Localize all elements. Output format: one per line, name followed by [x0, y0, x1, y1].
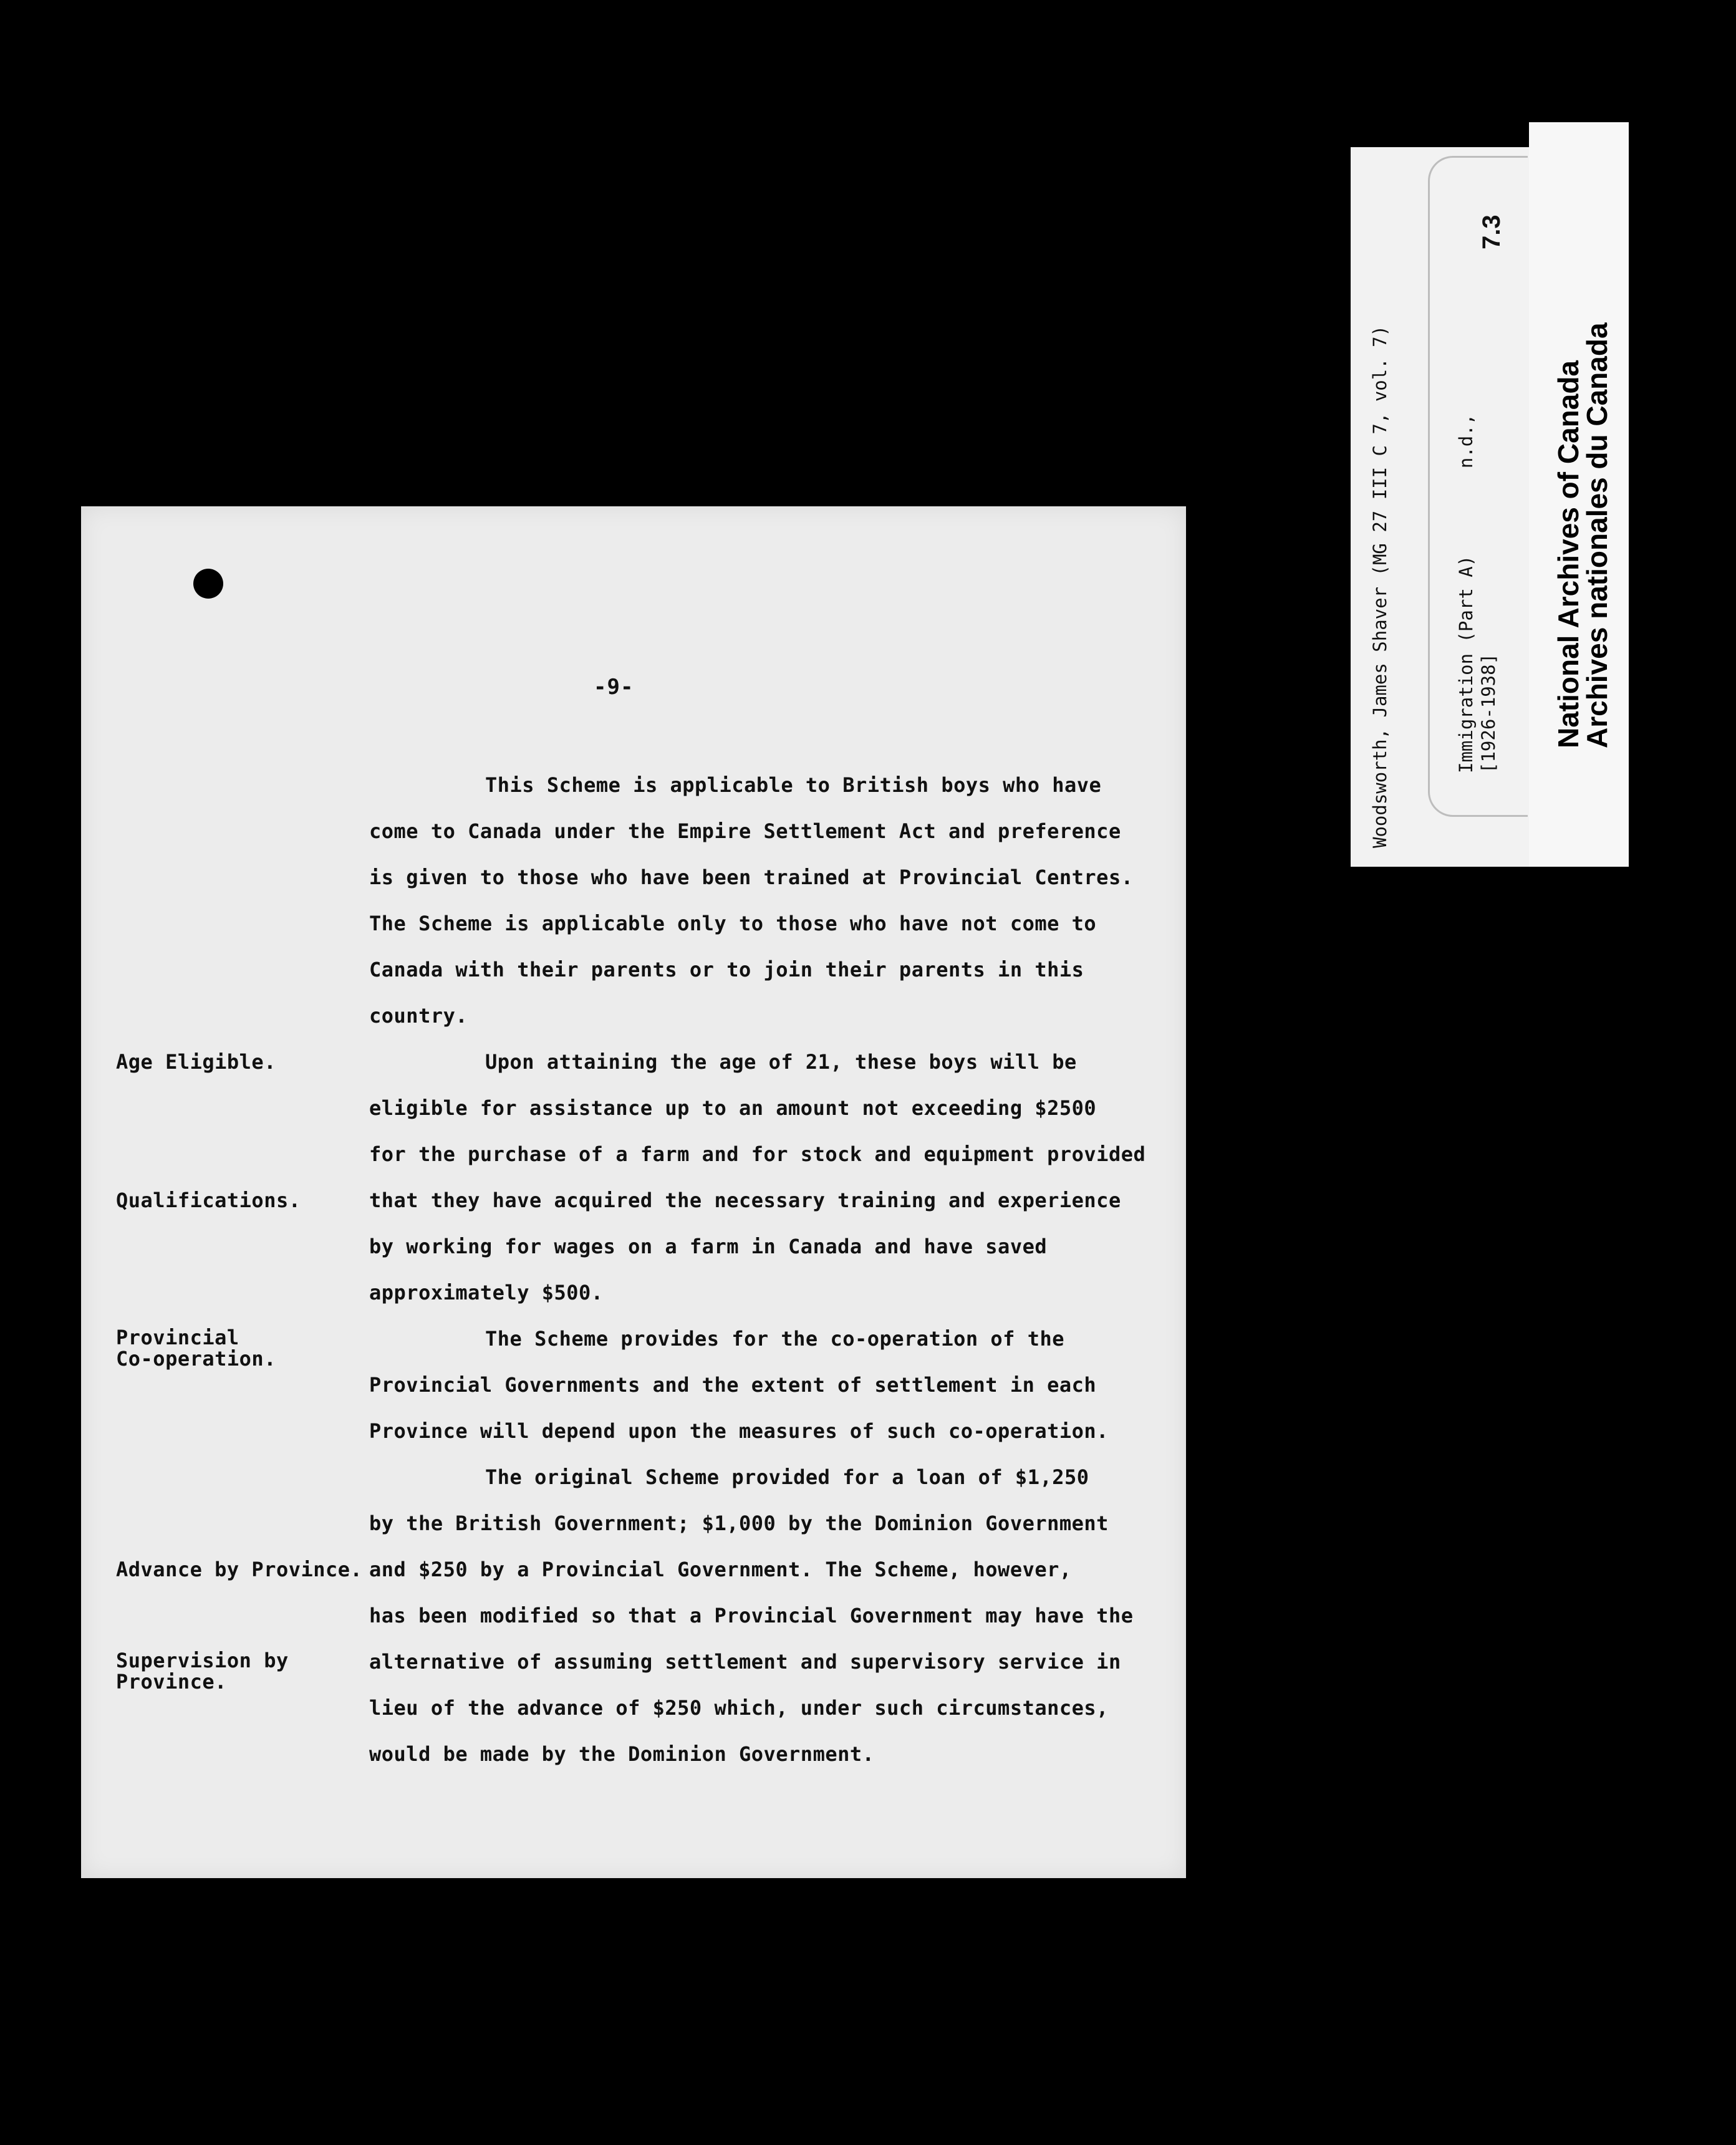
- body-line: The Scheme provides for the co-operation of the: [485, 1327, 1064, 1351]
- side-label-age-eligible: Age Eligible.: [116, 1050, 276, 1074]
- file-title: Immigration (Part A) n.d.,: [1455, 413, 1477, 773]
- body-line: approximately $500.: [369, 1281, 604, 1304]
- page-number: -9-: [594, 675, 634, 700]
- file-dates: [1926-1938]: [1478, 653, 1499, 773]
- side-label-advance-by-province: Advance by Province.: [116, 1558, 363, 1581]
- body-line: come to Canada under the Empire Settlement Act and preference: [369, 819, 1121, 843]
- body-line: is given to those who have been trained at Provincial Centres.: [369, 865, 1134, 889]
- body-line: for the purchase of a farm and for stock and equipment provided: [369, 1142, 1146, 1166]
- collection-reference: Woodsworth, James Shaver (MG 27 III C 7, vol. 7): [1369, 325, 1391, 848]
- file-number: 7.3: [1478, 214, 1505, 249]
- body-line: would be made by the Dominion Government.: [369, 1742, 875, 1766]
- body-line: and $250 by a Provincial Government. The Scheme, however,: [369, 1558, 1072, 1581]
- body-line: lieu of the advance of $250 which, under such circumstances,: [369, 1696, 1109, 1720]
- institution-name-fr: Archives nationales du Canada: [1581, 322, 1613, 748]
- body-line: Upon attaining the age of 21, these boys will be: [485, 1050, 1077, 1074]
- body-line: Canada with their parents or to join their parents in this: [369, 958, 1084, 981]
- side-label-qualifications: Qualifications.: [116, 1188, 301, 1212]
- document-page: [81, 506, 1186, 1878]
- body-line: has been modified so that a Provincial Government may have the: [369, 1604, 1134, 1627]
- body-line: by the British Government; $1,000 by the Dominion Government: [369, 1511, 1109, 1535]
- institution-name-en: National Archives of Canada: [1552, 360, 1584, 748]
- body-line: alternative of assuming settlement and supervisory service in: [369, 1650, 1121, 1674]
- body-line: Province will depend upon the measures of such co-operation.: [369, 1419, 1109, 1443]
- punch-hole: [193, 569, 223, 599]
- side-label-supervision-by-province: Supervision by Province.: [116, 1649, 289, 1694]
- side-label-provincial-cooperation: Provincial Co-operation.: [116, 1326, 276, 1371]
- body-line: This Scheme is applicable to British boys who have: [485, 773, 1102, 797]
- body-line: The Scheme is applicable only to those who have not come to: [369, 912, 1097, 935]
- body-line: by working for wages on a farm in Canada and have saved: [369, 1235, 1048, 1258]
- body-line: country.: [369, 1004, 468, 1028]
- body-line: that they have acquired the necessary training and experience: [369, 1188, 1121, 1212]
- body-line: Provincial Governments and the extent of settlement in each: [369, 1373, 1097, 1397]
- body-line: eligible for assistance up to an amount not exceeding $2500: [369, 1096, 1097, 1120]
- body-line: The original Scheme provided for a loan of $1,250: [485, 1465, 1089, 1489]
